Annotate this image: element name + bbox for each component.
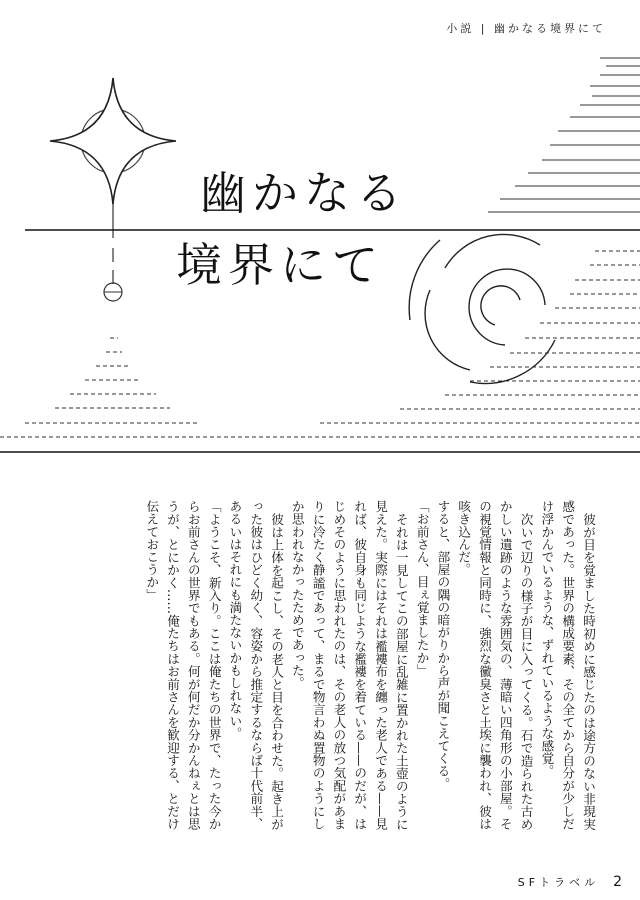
- running-head: 小説 | 幽かなる境界にて: [446, 22, 606, 35]
- dialogue-2: 「ようこそ、新入り。ここは俺たちの世界で、たった今からお前さんの世界でもある。何が何だか分かんねぇとは思うが、とにかく……俺たちはお前さんを歓迎する、とだけ伝えておこうか」: [144, 500, 222, 830]
- magazine-name: SFトラベル: [517, 876, 600, 889]
- story-body: [78, 500, 598, 830]
- title-line-1: 幽かなる: [200, 166, 408, 220]
- concentric-arcs-icon: [409, 234, 555, 383]
- paragraph-1: 彼が目を覚ました時初めに感じたのは途方のない非現実感であった。世界の構成要素、その全てから自分が少しだけ浮かんでいるような、ずれているような感覚。: [539, 500, 596, 830]
- star-emblem-icon: [50, 78, 176, 204]
- paragraph-2: 次いで辺りの様子が目に入ってくる。石で造られた古めかしい遺跡のような雰囲気の、薄暗い四角形の小部屋。その視覚情報と同時に、強烈な黴臭さと土埃に襲われ、彼は咳き込んだ。: [456, 500, 534, 830]
- page-number: 2: [613, 874, 622, 890]
- title-line-2: 境界にて: [176, 238, 384, 292]
- paragraph-4: それは一見してこの部屋に乱雑に置かれた土壺のように見えた。実際にはそれは襤褸布を纏った老人である——見れば、彼自身も同じような襤褸を着ている——のだが、はじめそのように思われたのは、その老人の放つ気配があまりに冷たく静謐であって、まるで物言わぬ置物のようにしか思われなかったためであった。: [289, 500, 409, 830]
- paragraph-5: 彼は上体を起こし、その老人と目を合わせた。起き上がった彼はひどく幼く、容姿から推定するならば十代前半、あるいはそれにも満たないかもしれない。: [227, 500, 285, 830]
- paragraph-3: すると、部屋の隅の暗がりから声が聞こえてくる。: [435, 500, 451, 790]
- dialogue-1: 「お前さん、目ぇ覚ましたか」: [414, 500, 430, 677]
- page-footer: [518, 874, 622, 890]
